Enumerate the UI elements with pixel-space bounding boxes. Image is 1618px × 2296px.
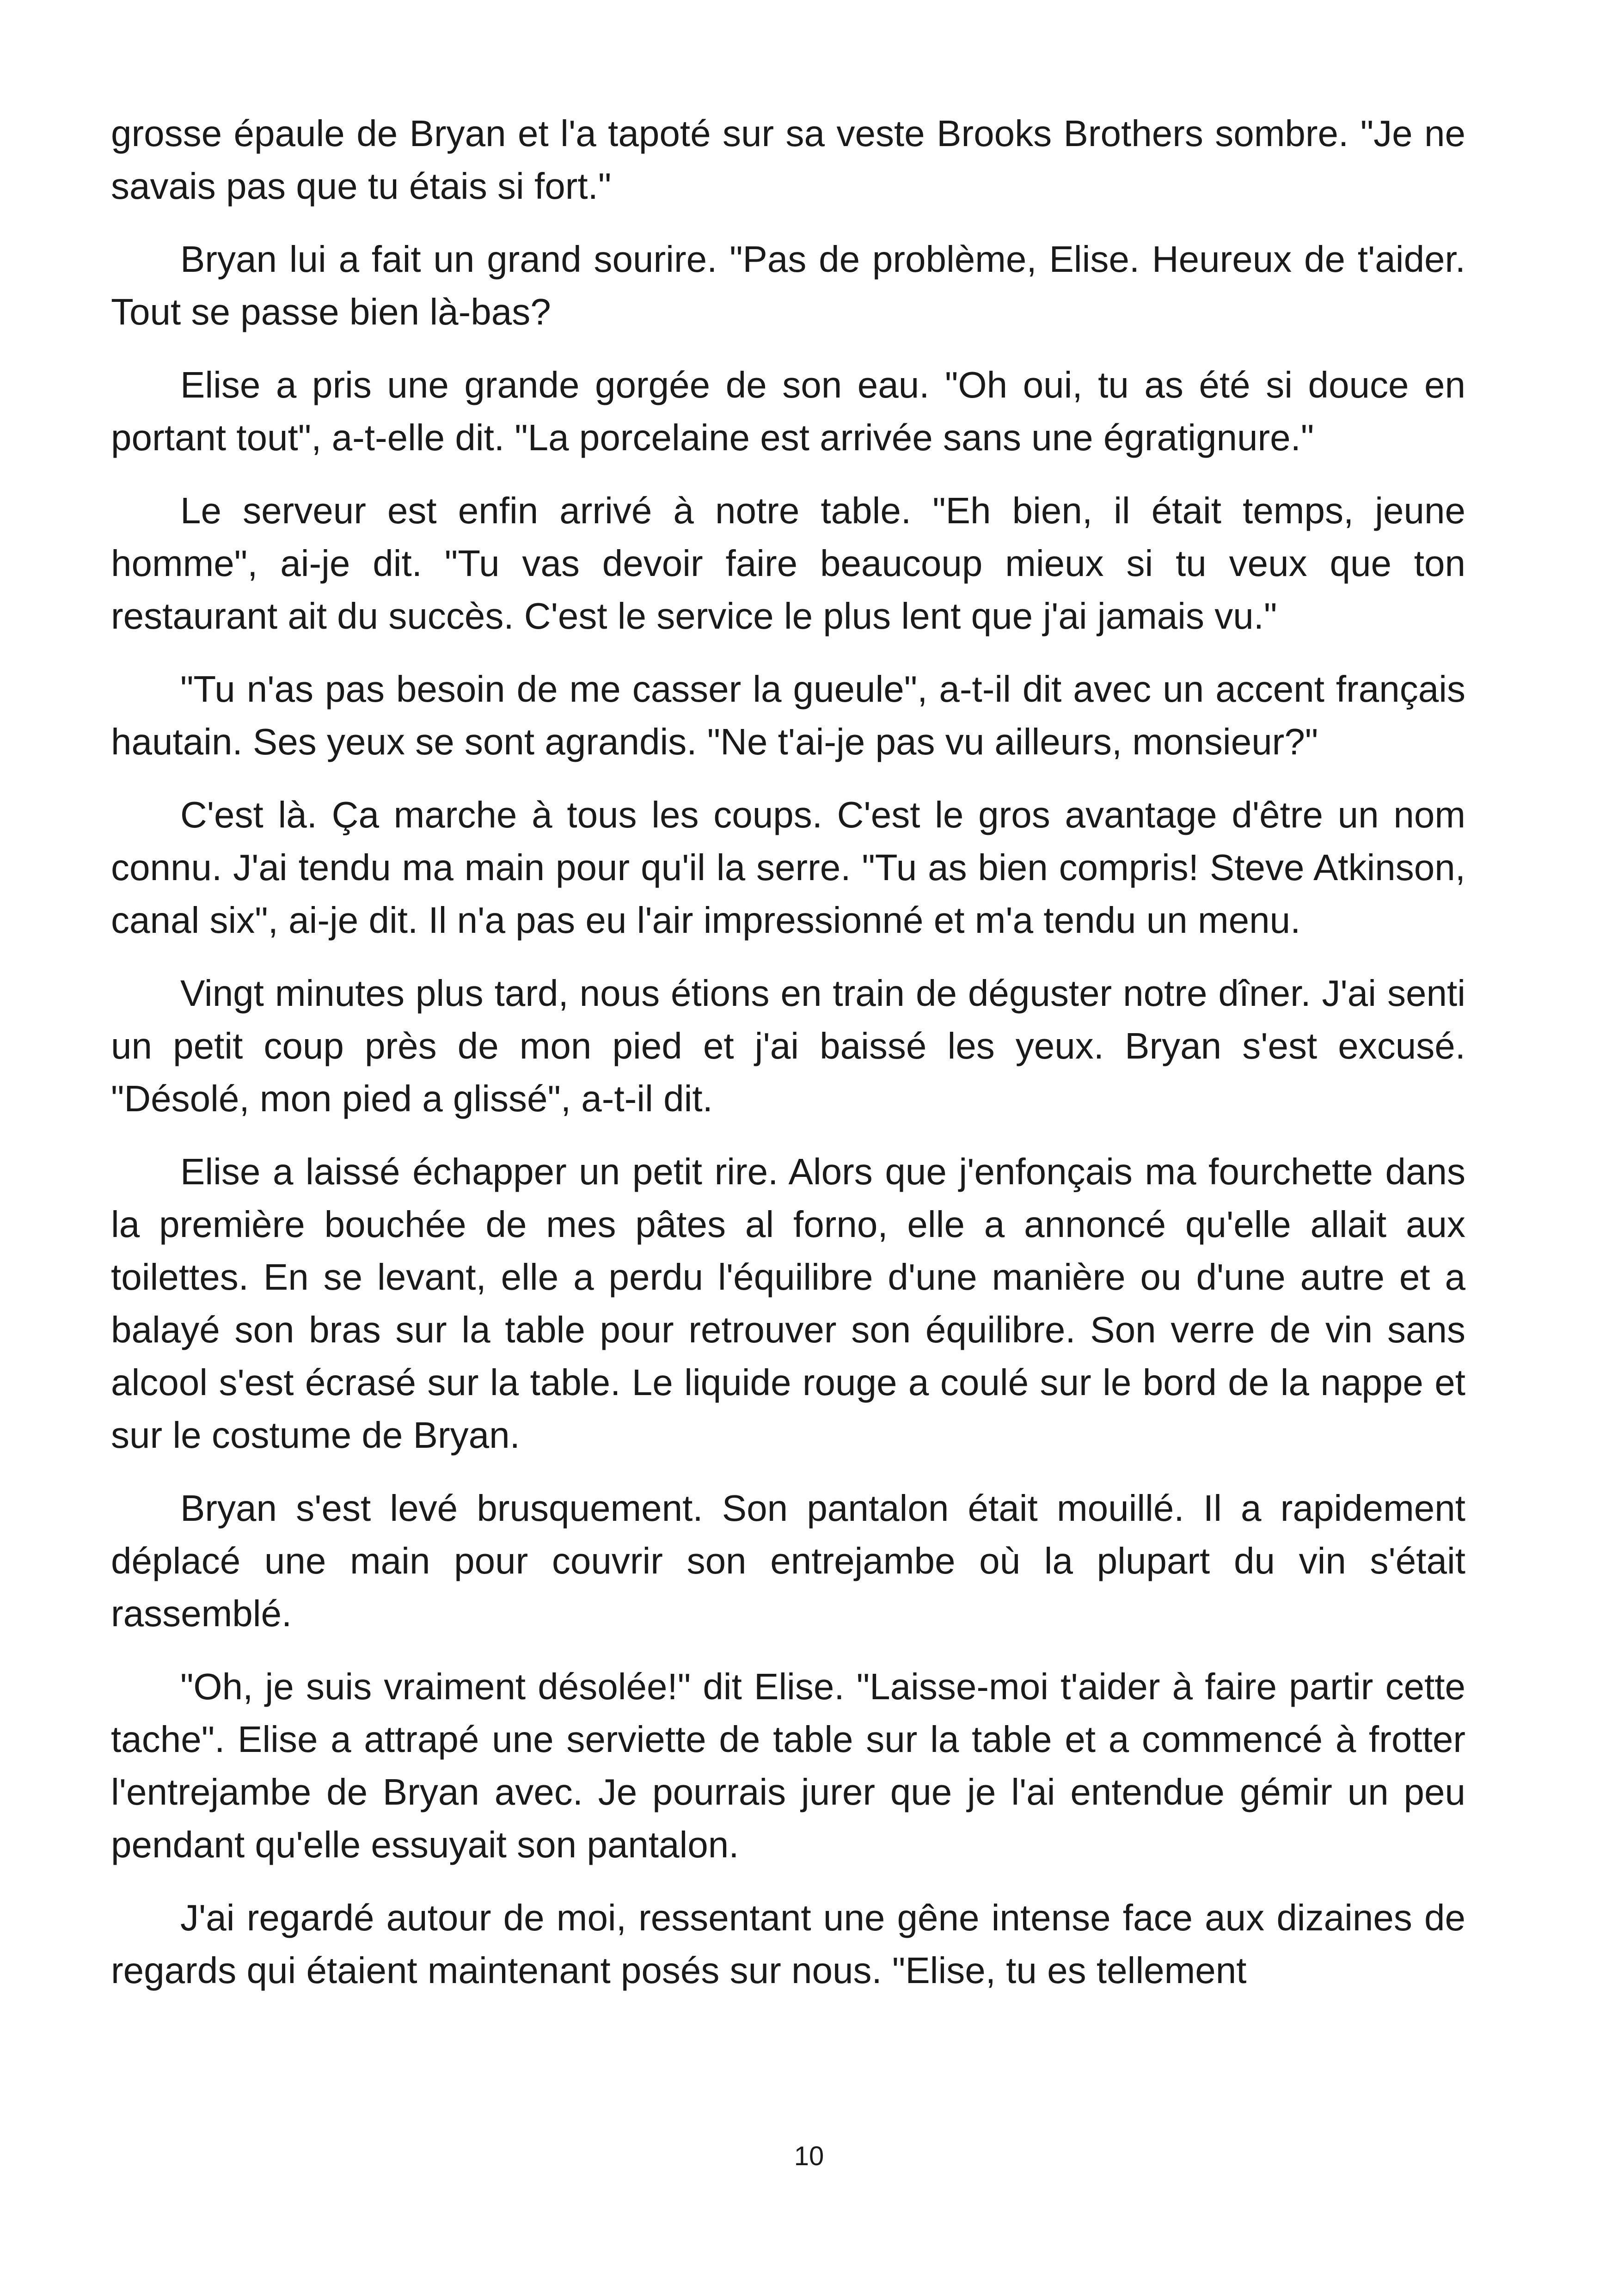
paragraph-11: J'ai regardé autour de moi, ressentant une gêne intense face aux dizaines de regards qui étaient maintenant posés sur nous. "Elise, tu es tellement bbox=[111, 1897, 1465, 1991]
paragraph-3: Elise a pris une grande gorgée de son eau. "Oh oui, tu as été si douce en portant tout", a-t-elle dit. "La porcelaine est arrivée sans une égratignure." bbox=[111, 364, 1465, 458]
paragraph-8: Elise a laissé échapper un petit rire. Alors que j'enfonçais ma fourchette dans la première bouchée de mes pâtes al forno, elle a annoncé qu'elle allait aux toilettes. En se levant, elle a perdu l'équilibre d'une manière ou d'une autre et a balayé son bras sur la table pour retrouver son équilibre. Son verre de vin sans alcool s'est écrasé sur la table. Le liquide rouge a coulé sur le bord de la nappe et sur le costume de Bryan. bbox=[111, 1151, 1465, 1456]
paragraph-1: grosse épaule de Bryan et l'a tapoté sur sa veste Brooks Brothers sombre. "Je ne savais pas que tu étais si fort." bbox=[111, 113, 1465, 207]
paragraph-7: Vingt minutes plus tard, nous étions en train de déguster notre dîner. J'ai senti un petit coup près de mon pied et j'ai baissé les yeux. Bryan s'est excusé. "Désolé, mon pied a glissé", a-t-il dit. bbox=[111, 973, 1465, 1119]
page-number: 10 bbox=[794, 2141, 824, 2171]
paragraph-9: Bryan s'est levé brusquement. Son pantalon était mouillé. Il a rapidement déplacé une main pour couvrir son entrejambe où la plupart du vin s'était rassemblé. bbox=[111, 1488, 1465, 1634]
paragraph-2: Bryan lui a fait un grand sourire. "Pas de problème, Elise. Heureux de t'aider. Tout se passe bien là-bas? bbox=[111, 239, 1465, 332]
body-text bbox=[111, 107, 1465, 2017]
paragraph-10: "Oh, je suis vraiment désolée!" dit Elise. "Laisse-moi t'aider à faire partir cette tache". Elise a attrapé une serviette de table sur la table et a commencé à frotter l'entrejambe de Bryan avec. Je pourrais jurer que je l'ai entendue gémir un peu pendant qu'elle essuyait son pantalon. bbox=[111, 1666, 1465, 1865]
paragraph-6: C'est là. Ça marche à tous les coups. C'est le gros avantage d'être un nom connu. J'ai tendu ma main pour qu'il la serre. "Tu as bien compris! Steve Atkinson, canal six", ai-je dit. Il n'a pas eu l'air impressionné et m'a tendu un menu. bbox=[111, 794, 1465, 941]
paragraph-5: "Tu n'as pas besoin de me casser la gueule", a-t-il dit avec un accent français hautain. Ses yeux se sont agrandis. "Ne t'ai-je pas vu ailleurs, monsieur?" bbox=[111, 668, 1465, 762]
paragraph-4: Le serveur est enfin arrivé à notre table. "Eh bien, il était temps, jeune homme", ai-je dit. "Tu vas devoir faire beaucoup mieux si tu veux que ton restaurant ait du succès. C'est le service le plus lent que j'ai jamais vu." bbox=[111, 490, 1465, 637]
